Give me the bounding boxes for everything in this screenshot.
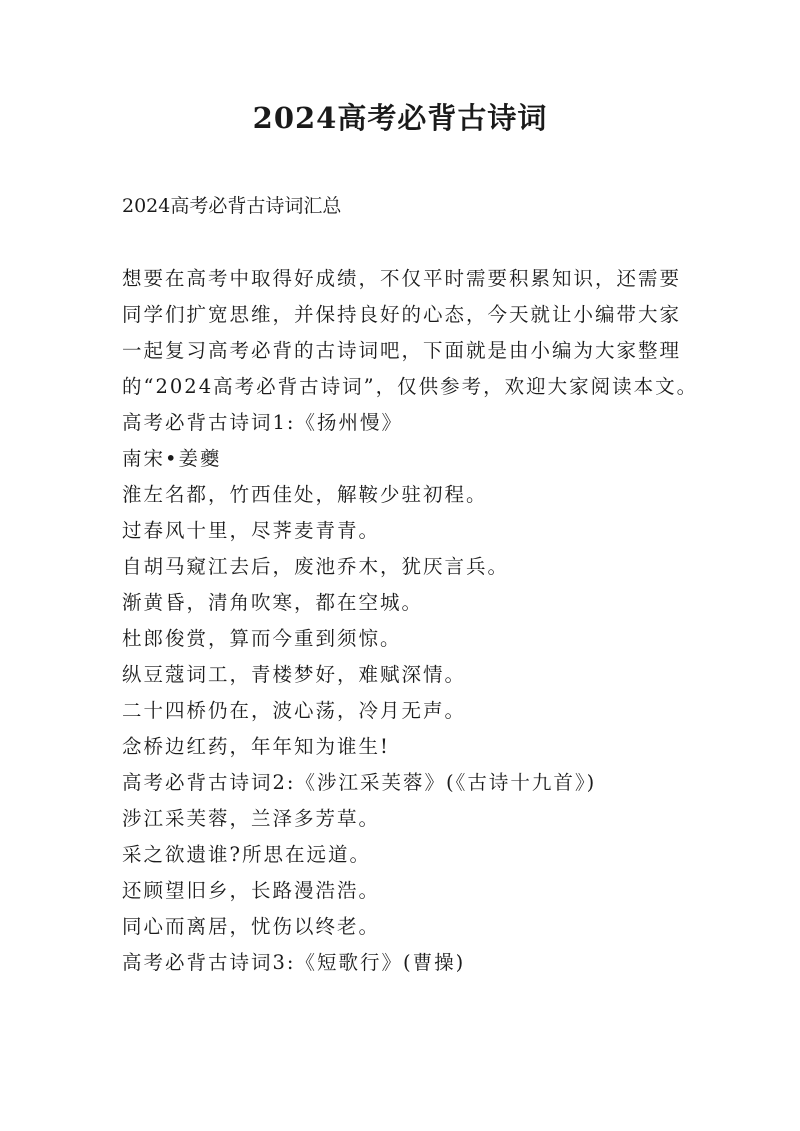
poem-line: 渐黄昏，清角吹寒，都在空城。 <box>122 591 424 614</box>
document-body <box>122 261 702 981</box>
text-line: 的“2024高考必背古诗词”，仅供参考，欢迎大家阅读本文。 <box>122 375 699 398</box>
poem-line: 涉江采芙蓉，兰泽多芳草。 <box>122 807 381 830</box>
poem-line: 还顾望旧乡，长路漫浩浩。 <box>122 879 381 902</box>
poem-heading: 高考必背古诗词1:《扬州慢》 <box>122 411 403 434</box>
poem-line: 采之欲遗谁?所思在远道。 <box>122 843 371 866</box>
poem-line: 纵豆蔻词工，青楼梦好，难赋深情。 <box>122 663 467 686</box>
poem-heading: 高考必背古诗词3:《短歌行》(曹操) <box>122 951 466 974</box>
page-subtitle: 2024高考必背古诗词汇总 <box>122 195 342 217</box>
poem-line: 二十四桥仍在，波心荡，冷月无声。 <box>122 699 467 722</box>
poem-line: 同心而离居，忧伤以终老。 <box>122 915 381 938</box>
text-line: 想要在高考中取得好成绩，不仅平时需要积累知识，还需要 <box>122 267 682 290</box>
text-line: 同学们扩宽思维，并保持良好的心态，今天就让小编带大家 <box>122 303 682 326</box>
text-line: 一起复习高考必背的古诗词吧，下面就是由小编为大家整理 <box>122 339 682 362</box>
poem-heading: 高考必背古诗词2:《涉江采芙蓉》(《古诗十九首》) <box>122 771 597 794</box>
poem-line: 念桥边红药，年年知为谁生! <box>122 735 390 758</box>
poem-line: 过春风十里，尽荠麦青青。 <box>122 519 381 542</box>
page-title: 2024高考必背古诗词 <box>252 101 548 135</box>
poem-line: 淮左名都，竹西佳处，解鞍少驻初程。 <box>122 483 488 506</box>
poem-line: 自胡马窥江去后，废池乔木，犹厌言兵。 <box>122 555 510 578</box>
poem-author: 南宋•姜夔 <box>122 447 222 470</box>
poem-line: 杜郎俊赏，算而今重到须惊。 <box>122 627 402 650</box>
